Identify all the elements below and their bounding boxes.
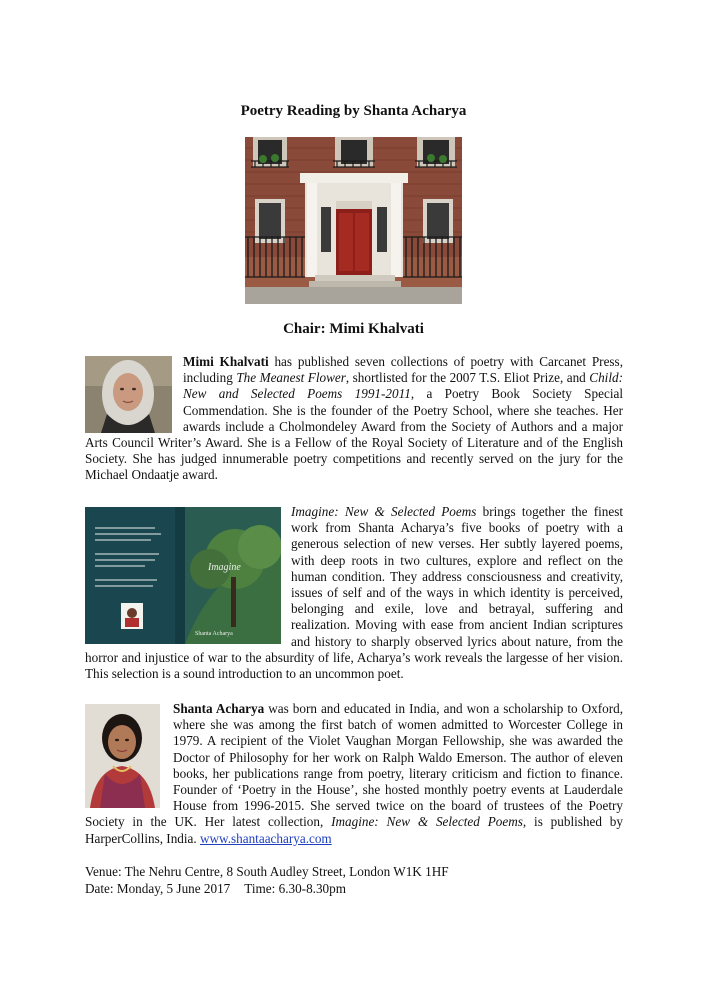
shanta-latest-collection: Imagine: New & Selected Poems — [331, 814, 523, 830]
shanta-bio — [85, 701, 623, 847]
mimi-book-1: The Meanest Flower — [236, 370, 346, 386]
mimi-bio — [85, 354, 623, 484]
date-time-line — [85, 880, 623, 897]
book-title: Imagine: New & Selected Poems — [291, 504, 477, 519]
building-photo — [245, 137, 462, 304]
page-title: Poetry Reading by Shanta Acharya — [240, 103, 467, 119]
chair-heading: Chair: Mimi Khalvati — [283, 321, 424, 337]
mimi-book-2: Child: New and Selected Poems 1991-2011 — [183, 370, 623, 402]
shanta-bio-text: was born and educated in India, and won a scholarship to Oxford, where she was among the first batch of women admitted to Worcester College in 1979. A recipient of the Violet Vaughan Morgan Fellowship, she was awarded the Doctor of Philosophy for her work on Ralph Waldo Emerson. The author of eleven books, her publications range from poetry, literary criticism and fiction to finance. Founder of ‘Poetry in the House’, she hosted monthly poetry events at Lauderdale House from 1996-2015. She served twice on the board of trustees of the Poetry Society in the UK. Her latest collection, — [85, 701, 623, 830]
book-cover-author: Shanta Acharya — [195, 631, 233, 637]
venue-line: Venue: The Nehru Centre, 8 South Audley Street, London W1K 1HF — [85, 864, 449, 879]
shanta-name: Shanta Acharya — [173, 701, 265, 716]
mimi-bio-text: , a Poetry Book Society Special Commendation. She is the founder of the Poetry School, where she teaches. Her awards include a Cholmondeley Award from the Society of Authors and a major Arts Council Writer’s Award. She is a Fellow of the Royal Society of Literature and of the English Society. She has judged innumerable poetry competitions and recently served on the jury for the Michael Ondaatje award. — [85, 386, 623, 483]
mimi-name: Mimi Khalvati — [183, 354, 269, 369]
event-date: Date: Monday, 5 June 2017 — [85, 881, 231, 896]
event-details — [85, 863, 623, 897]
event-time: Time: 6.30-8.30pm — [244, 881, 347, 896]
mimi-bio-text: has published seven collections of poetry with Carcanet Press, including — [183, 354, 623, 386]
shanta-bio-text: , is published by HarperCollins, India. — [85, 814, 623, 846]
book-description — [85, 504, 623, 682]
book-cover-title: Imagine — [208, 562, 241, 573]
website-link[interactable]: www.shantaacharya.com — [200, 830, 332, 846]
mimi-bio-text: , shortlisted for the 2007 T.S. Eliot Prize, and — [345, 370, 590, 386]
book-description-text: brings together the finest work from Shanta Acharya’s five books of poetry with a generous selection of new verses. Her subtly layered poems, with deep roots in two cultures, explore and reflect on the human condition. They address consciousness and creativity, issues of self and of the ways in which identity is perceived, belonging and exile, love and betrayal, suffering and realization. Moving with ease from ancient Indian scriptures and history to sharply observed lyrics about nature, from the horror and injustice of war to the absurdity of life, Acharya’s work reveals the largesse of her vision. This selection is a sound introduction to an uncommon poet. — [85, 504, 623, 682]
